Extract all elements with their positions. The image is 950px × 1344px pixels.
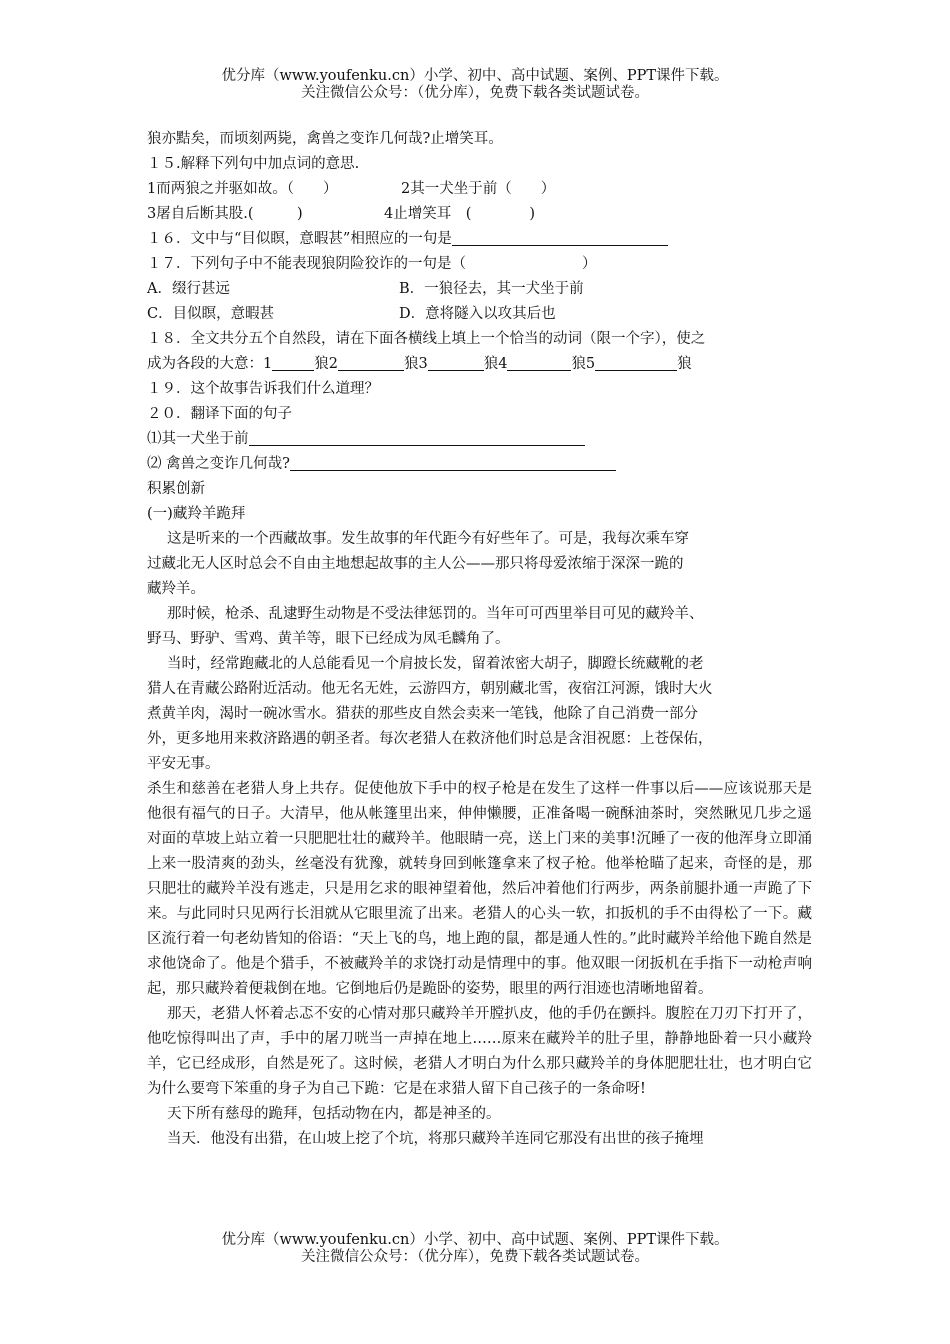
- question-18-line-2: [147, 352, 812, 377]
- blank-label-5: 狼5: [571, 356, 596, 372]
- blank-label-2: 狼2: [314, 356, 338, 372]
- story-paragraph: 杀生和慈善在老猎人身上共存。促使他放下手中的杈子枪是在发生了这样一件事以后——应该说那天是他很有福气的日子。大清早，他从帐篷里出来，伸伸懒腰，正准备喝一碗酥油茶时，突然瞅见几步之遥对面的草坡上站立着一只肥肥壮壮的藏羚羊。他眼睛一亮，送上门来的美事!沉睡了一夜的他浑身立即涌上来一股清爽的劲头，丝毫没有犹豫，就转身回到帐篷拿来了杈子枪。他举枪瞄了起来，奇怪的是，那只肥壮的藏羚羊没有逃走，只是用乞求的眼神望着他，然后冲着他们行两步，两条前腿扑通一声跪了下来。与此同时只见两行长泪就从它眼里流了出来。老猎人的心头一软，扣扳机的手不由得松了一下。藏区流行着一句老幼皆知的俗语：“天上飞的鸟，地上跑的鼠，都是通人性的。”此时藏羚羊给他下跪自然是求他饶命了。他是个猎手，不被藏羚羊的求饶打动是情理中的事。他双眼一闭扳机在手指下一动枪声响起，那只藏羚着便栽倒在地。它倒地后仍是跪卧的姿势，眼里的两行泪迹也清晰地留着。: [147, 781, 812, 997]
- answer-blank: [452, 229, 668, 246]
- question-20-item-1-text: ⑴其一犬坐于前: [147, 431, 249, 447]
- question-20-stem: ２０．翻译下面的句子: [147, 406, 292, 422]
- question-19: １９．这个故事告诉我们什么道理？: [147, 381, 379, 397]
- story-title: (一)藏羚羊跪拜: [147, 506, 246, 522]
- question-15-row-1: [147, 177, 812, 202]
- footer-line-1: 优分库（www.youfenku.cn）小学、初中、高中试题、案例、PPT课件下载。: [221, 1232, 729, 1248]
- option-d: D．意将隧入以攻其后也: [399, 306, 556, 322]
- story-line: 猎人在青藏公路附近活动。他无名无姓，云游四方，朝别藏北雪，夜宿江河源，饿时大火: [147, 681, 713, 697]
- story-line: 藏羚羊。: [147, 581, 205, 597]
- blank-label-1: 1: [263, 356, 273, 372]
- question-17-stem: １７．下列句子中不能表现狼阴险狡诈的一句是（ ）: [147, 256, 597, 272]
- option-c: C．目似瞑，意暇甚: [147, 306, 275, 322]
- question-20-item-2-text: ⑵ 禽兽之变诈几何哉?: [147, 456, 290, 472]
- blank-label-6: 狼: [677, 356, 692, 372]
- question-18-prefix: 成为各段的大意：: [147, 356, 263, 372]
- story-line: 这是听来的一个西藏故事。发生故事的年代距今有好些年了。可是，我每次乘车穿: [167, 531, 689, 547]
- answer-blank: [428, 354, 484, 371]
- story-line: 煮黄羊肉，渴时一碗冰雪水。猎获的那些皮自然会卖来一笔钱，他除了自己消费一部分: [147, 706, 698, 722]
- question-20-item-2: [147, 452, 812, 477]
- answer-blank: [249, 429, 585, 446]
- question-16-stem: １６．文中与“目似瞑，意暇甚”相照应的一句是: [147, 231, 452, 247]
- story-line: 当天．他没有出猎，在山坡上挖了个坑，将那只藏羚羊连同它那没有出世的孩子掩埋: [167, 1131, 704, 1147]
- story-line: 那时候，枪杀、乱逮野生动物是不受法律惩罚的。当年可可西里举目可见的藏羚羊、: [167, 606, 704, 622]
- question-20-item-1: [147, 427, 812, 452]
- blank-label-4: 狼4: [483, 356, 508, 372]
- question-15-stem: １５.解释下列句中加点词的意思.: [147, 156, 360, 172]
- answer-blank: [338, 354, 404, 371]
- story-line: 野马、野驴、雪鸡、黄羊等，眼下已经成为凤毛麟角了。: [147, 631, 510, 647]
- question-16: [147, 227, 812, 252]
- passage-end: 狼亦黠矣，而顷刻两毙，禽兽之变诈几何哉?止增笑耳。: [147, 131, 503, 147]
- page-footer: [0, 1232, 950, 1266]
- header-line-1: 优分库（www.youfenku.cn）小学、初中、高中试题、案例、PPT课件下载。: [221, 68, 729, 84]
- footer-line-2: 关注微信公众号：（优分库），免费下载各类试题试卷。: [301, 1249, 649, 1265]
- option-a: A．缀行甚远: [147, 281, 230, 297]
- story-line: 当时，经常跑藏北的人总能看见一个肩披长发，留着浓密大胡子，脚蹬长统藏靴的老: [167, 656, 704, 672]
- question-17-row-2: [147, 302, 812, 327]
- question-17-row-1: [147, 277, 812, 302]
- question-15-item-1: 1而两狼之并驱如故。（ ）: [147, 181, 338, 197]
- answer-blank: [595, 354, 677, 371]
- question-15-item-2: 2其一犬坐于前（ ）: [401, 181, 556, 197]
- section-title: 积累创新: [147, 481, 205, 497]
- question-18-line-1: １８．全文共分五个自然段，请在下面各横线上填上一个恰当的动词（限一个字），使之: [147, 331, 706, 347]
- story-paragraph: 那天，老猎人怀着忐忑不安的心情对那只藏羚羊开膛扒皮，他的手仍在颤抖。腹腔在刀刃下打开了，他吃惊得叫出了声，手中的屠刀咣当一声掉在地上……原来在藏羚羊的肚子里，静静地卧着一只小藏羚羊，它已经成形，自然是死了。这时候，老猎人才明白为什么那只藏羚羊的身体肥肥壮壮，也才明白它为什么要弯下笨重的身子为自己下跪：它是在求猎人留下自己孩子的一条命呀!: [147, 1006, 812, 1097]
- story-line: 天下所有慈母的跪拜，包括动物在内，都是神圣的。: [167, 1106, 501, 1122]
- story-line: 外，更多地用来救济路遇的朝圣者。每次老猎人在救济他们时总是含泪祝愿：上苍保佑，: [147, 731, 713, 747]
- answer-blank: [272, 354, 314, 371]
- blank-label-3: 狼3: [403, 356, 428, 372]
- question-15-item-3: 3屠自后断其股.( ): [147, 206, 303, 222]
- story-line: 平安无事。: [147, 756, 220, 772]
- question-15-item-4: 4止增笑耳 ( ): [384, 206, 536, 222]
- page-header: [0, 68, 950, 102]
- answer-blank: [290, 454, 616, 471]
- question-15-row-2: [147, 202, 812, 227]
- document-body: [147, 127, 812, 1152]
- header-line-2: 关注微信公众号：（优分库），免费下载各类试题试卷。: [301, 85, 649, 101]
- answer-blank: [507, 354, 571, 371]
- option-b: B．一狼径去，其一犬坐于前: [399, 281, 584, 297]
- story-line: 过藏北无人区时总会不自由主地想起故事的主人公——那只将母爱浓缩于深深一跪的: [147, 556, 684, 572]
